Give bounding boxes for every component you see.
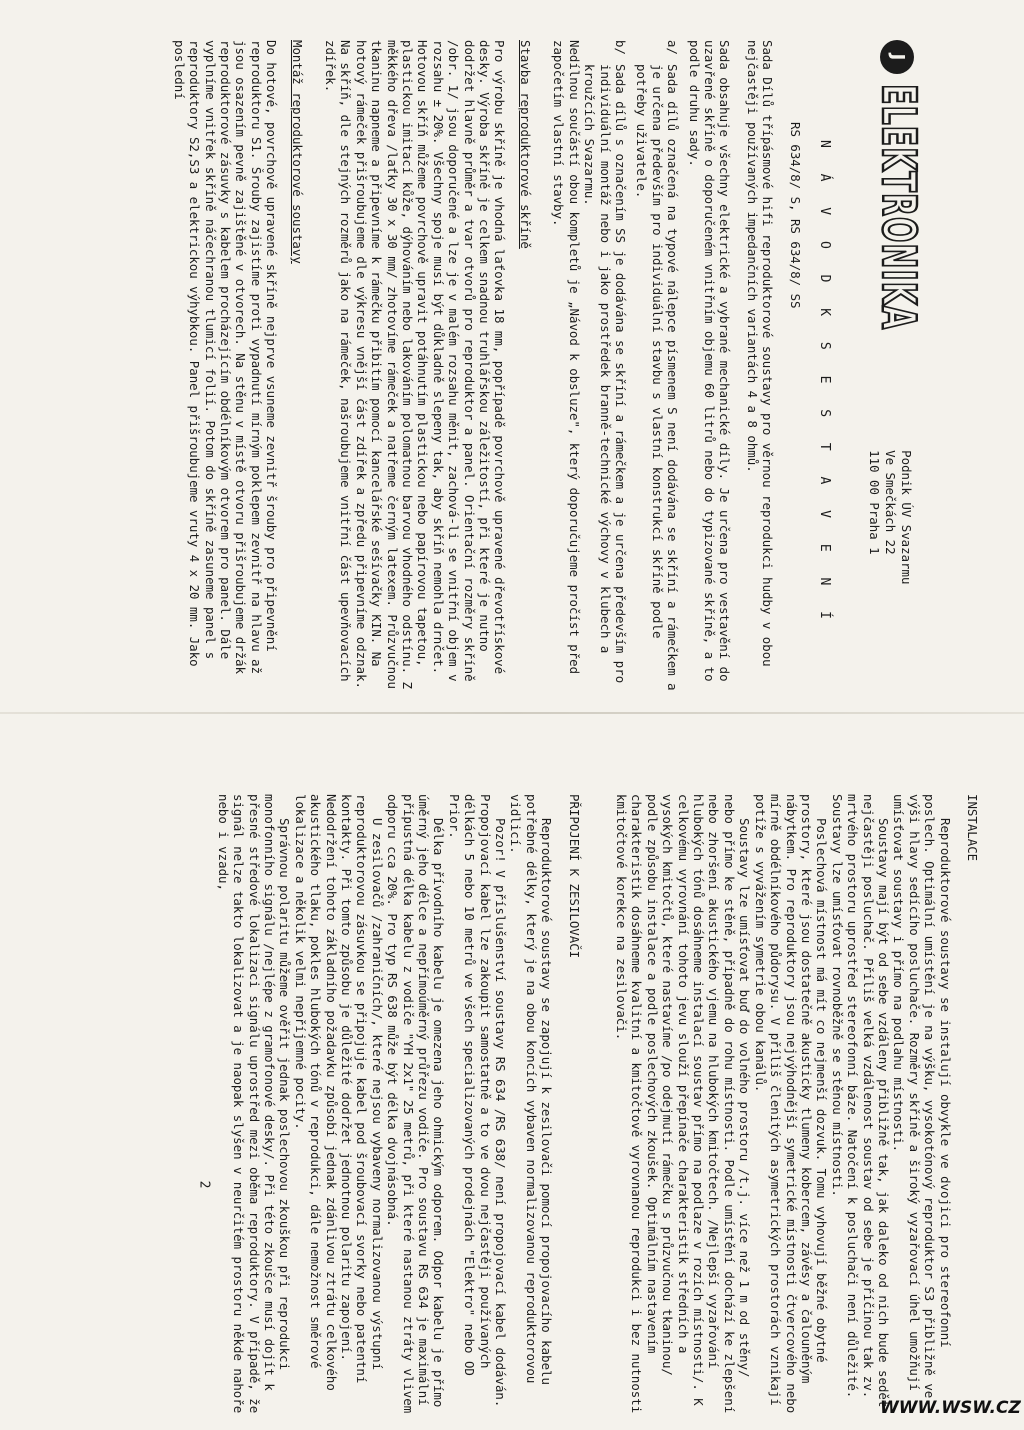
page-number: 2 <box>196 1180 212 1189</box>
section-text-montaz: Do hotové, povrchově upravené skříně nejprve vsuneme zevnitř šrouby pro připevnění reproduktoru S1. Šrouby zajistíme proti vypadnutí mírným poklepem zevnitř na hlavu až jsou osazením pevně zajištěné v otvorech. Na stěnu v místě otvoru přišroubujeme držák reproduktorové zásuvky s kabelem procházejícím obdélníkovým otvorem pro panel. Dále vyplníme vnitřek skříně náčechranou tlumicí folií. Potom do skříně zasuneme panel s reproduktory S2,S3 a elektrickou výhybkou. Panel přišroubujeme vruty 4 x 20 mm. Jako poslední <box>171 40 280 675</box>
bottom-page <box>0 714 1000 1430</box>
top-page <box>0 0 1000 716</box>
instalace-paragraph-4: Soustavy lze umísťovat buď do volného prostoru /t.j. více než 1 m od stěny/ nebo přímo ke stěně, případně do rohu místnosti. Podle umístění dochází ke zlepšení nebo zhoršení akustického vjemu na hlubokých kmitočtech. /Nejlepší vyzařování hlubokých tónů dosáhneme instalací soustav přímo na podlaze v rozích místnosti/. K celkovému vyrovnání tohoto jevu slouží přepínače charakteristik středních a vysokých kmitočtů, které nastavíme /po odejmutí rámečku s průzvučnou tkaninou/ podle způsobu instalace a podle poslechových zkoušek. Optimálním nastavením charakteristik dosáhneme kvalitní a kmitočtově vyrovnanou reprodukci i bez nutnosti kmitočtové korekce na zesilovači. <box>614 794 753 1414</box>
section-heading-montaz: Montáž reproduktorové soustavy <box>289 40 305 264</box>
address-line-2: Ve Smečkách 22 <box>883 450 898 555</box>
pripojeni-paragraph-5: Správnou polaritu můžeme ověřit jednak poslechovou zkouškou při reprodukci monofonního signálu /nejlépe z gramofonové desky/. Při této zkoušce musí dojít k přesné středové lokalizaci signálu uprostřed mezi oběma reproduktory. V případě, že signál nelze takto lokalizovat a je naopak slyšen v neurčitém prostoru někde nahoře nebo i vzadu, <box>215 794 293 1414</box>
document-subtitle: RS 634/8/ S, RS 634/8/ SS <box>787 122 803 309</box>
section-text-stavba: Pro výrobu skříně je vhodná laťovka 18 mm, popřípadě povrchově upravené dřevotřískové desky. Výroba skříně je celkem snadnou truhlářskou záležitostí, při které je nutno dodržet hlavně průměr a tvar otvorů pro reproduktor a panel. Orientační rozměry skříně /obr. 1/ jsou doporučené a lze je v malém rozsahu měnit, zachová-li se vnitřní objem v rozsahu ± 20%. Všechny spoje musí být důkladně slepeny tak, aby skříň nemohla drnčet. Hotovou skříň můžeme povrchově upravit potáhnutím plastickou nebo papírovou tapetou, plastickou imitací kůže, dýhováním nebo lakováním polomatnou barvou vhodného odstínu. Z měkkého dřeva /laťky 30 x 30 mm/ zhotovíme rámeček a natřeme černým latexem. Průzvučnou tkaninu napneme a připevníme k rámečku přibitím pomocí kancelářské sešívačky KIN. Na hotový rámeček přišroubujeme dle výkresu vnější část zdířek a zpředu připevníme odznak. Na skříň, dle stejných rozměrů jako na rámeček, našroubujeme vnitřní část upevňovacích zdířek. <box>323 40 508 690</box>
instalace-paragraph-1: Reproduktorové soustavy se instalují obvykle ve dvojici pro stereofonní poslech. Optimální umístění je na výšku, vysokotónový reproduktor S3 přibližně ve výši hlavy sedícího posluchače. Rozměry skříně a široký vyzařovací úhel umožňují umísťovat soustavy i přímo na podlahu místnosti. <box>891 794 953 1399</box>
pripojeni-paragraph-4: U zesilovačů /zahraničních/, které nejsou vybaveny normalizovanou výstupní reproduktorovou zásuvkou se připojuje kabel pod šroubovací svorky nebo patentní kontakty. Při tomto způsobu je důležité dodržet jednotnou polaritu zapojení. Nedodržení tohoto základního požadavku způsobí jednak zdánlivou ztrátu celkového akustického tlaku, pokles hlubokých tónů v reprodukci, dále nemožnost směrové lokalizace a několik velmi nepříjemné pocity. <box>292 794 385 1391</box>
address-block <box>866 450 914 584</box>
list-mark-a: a/ <box>665 40 681 55</box>
intro-paragraph-1: Sada Dílů třípásmové hifi reproduktorové soustavy pro věrnou reprodukci hudby v obou nejčastěji používaných impedančních variantách 4 a 8 ohmů. <box>744 40 776 667</box>
logo <box>870 40 925 331</box>
list-mark-b: b/ <box>612 40 628 55</box>
document-title: N Á V O D K S E S T A V E N Í <box>817 140 832 628</box>
list-item-b <box>582 40 628 694</box>
pripojeni-paragraph-1: Reproduktorové soustavy se zapojují k zesilovači pomocí propojovacího kabelu potřebné délky, který je na obou koncích vybaven normalizovanou reproduktorovou vidlicí. <box>508 794 555 1385</box>
pripojeni-paragraph-2: Pozor! V příslušenství soustavy RS 634 /RS 638/ není propojovací kabel dodáván. Propojovací kabel lze zakoupit samostatně a to ve dvou nejčastěji používaných délkách 5 nebo 10 metrů ve všech specializovaných prodejnách "Elektro" nebo OD Prior. <box>446 794 509 1408</box>
section-heading-stavba: Stavba reproduktorové skříně <box>517 40 533 249</box>
watermark: WWW.WSW.CZ <box>880 1398 1021 1418</box>
logo-text: ELEKTRONIKA <box>870 84 925 331</box>
pripojeni-paragraph-3: Délka přívodního kabelu je omezena jeho ohmickým odporem. Odpor kabelu je přímo úměrný jeho délce a nepřímoúměrný průřezu vodiče. Pro soustavu RS 634 je maximální přípustná délka kabelu z vodiče "YH 2x1" 25 metrů, při které nastanou ztráty vlivem odporu cca 20%. Pro typ RS 638 může být délka dvojnásobná. <box>385 794 447 1414</box>
address-line-3: 110 00 Praha 1 <box>867 450 882 555</box>
list-text-b: Sada dílů s označením SS je dodávána se skříní a rámečkem a je určena především pro individuální montáž nebo i jako prostředek branně-technické výchovy v klubech a kroužcích Svazarmu. <box>582 64 628 684</box>
intro-paragraph-2: Sada obsahuje všechny elektrické a vybrané mechanické díly. Je určena pro vestavění do uzavřené skříně o doporučeném vnitřním objemu 60 litrů nebo do typizované skříně, a to podle druhu sady. <box>686 40 733 682</box>
instalace-paragraph-2: Soustavy mají být od sebe vzdáleny přibližně tak, jak daleko od nich bude sedět nejčastěji posluchač. Příliš velká vzdálenost soustav od sebe je příčinou tak zv. mrtvého prostoru uprostřed stereofonní báze. Natočení k posluchači není důležité. Soustavy lze umísťovat rovnoběžně se stěnou místnosti. <box>829 794 891 1408</box>
title-block <box>787 122 832 694</box>
address-line-1: Podnik ÚV Svazarmu <box>899 450 914 585</box>
instalace-paragraph-3: Poslechová místnost má mít co nejmenší dozvuk. Tomu vyhovují běžné obytné prostory, které jsou dostatečně akusticky tlumeny kobercem, závěsy a čalouněným nábytkem. Pro reproduktory jsou nejvýhodnější symetrické místnosti čtvercového nebo mírně obdélníkového půdorysu. V příliš členitých asymetrických prostorách vznikají potíže s vyvážením symetrie obou kanálů. <box>752 794 830 1414</box>
logo-symbol-icon: J <box>880 40 914 74</box>
list-text-a: Sada dílů označená na typové nálepce písmenem S není dodávána se skříní a rámečkem a je určena především pro individuální stavbu s vlastní konstrukcí skříně podle potřeby uživatele. <box>634 64 681 691</box>
section-heading-pripojeni: PŘIPOJENÍ K ZESILOVAČI <box>566 794 582 959</box>
header <box>866 40 925 694</box>
list-item-a <box>634 40 680 694</box>
section-heading-instalace: INSTALACE <box>965 794 980 862</box>
outro-paragraph: Nedílnou součástí obou kompletů je „Návod k obsluze", který doporučujeme pročíst před započetím vlastní stavby. <box>551 40 582 675</box>
